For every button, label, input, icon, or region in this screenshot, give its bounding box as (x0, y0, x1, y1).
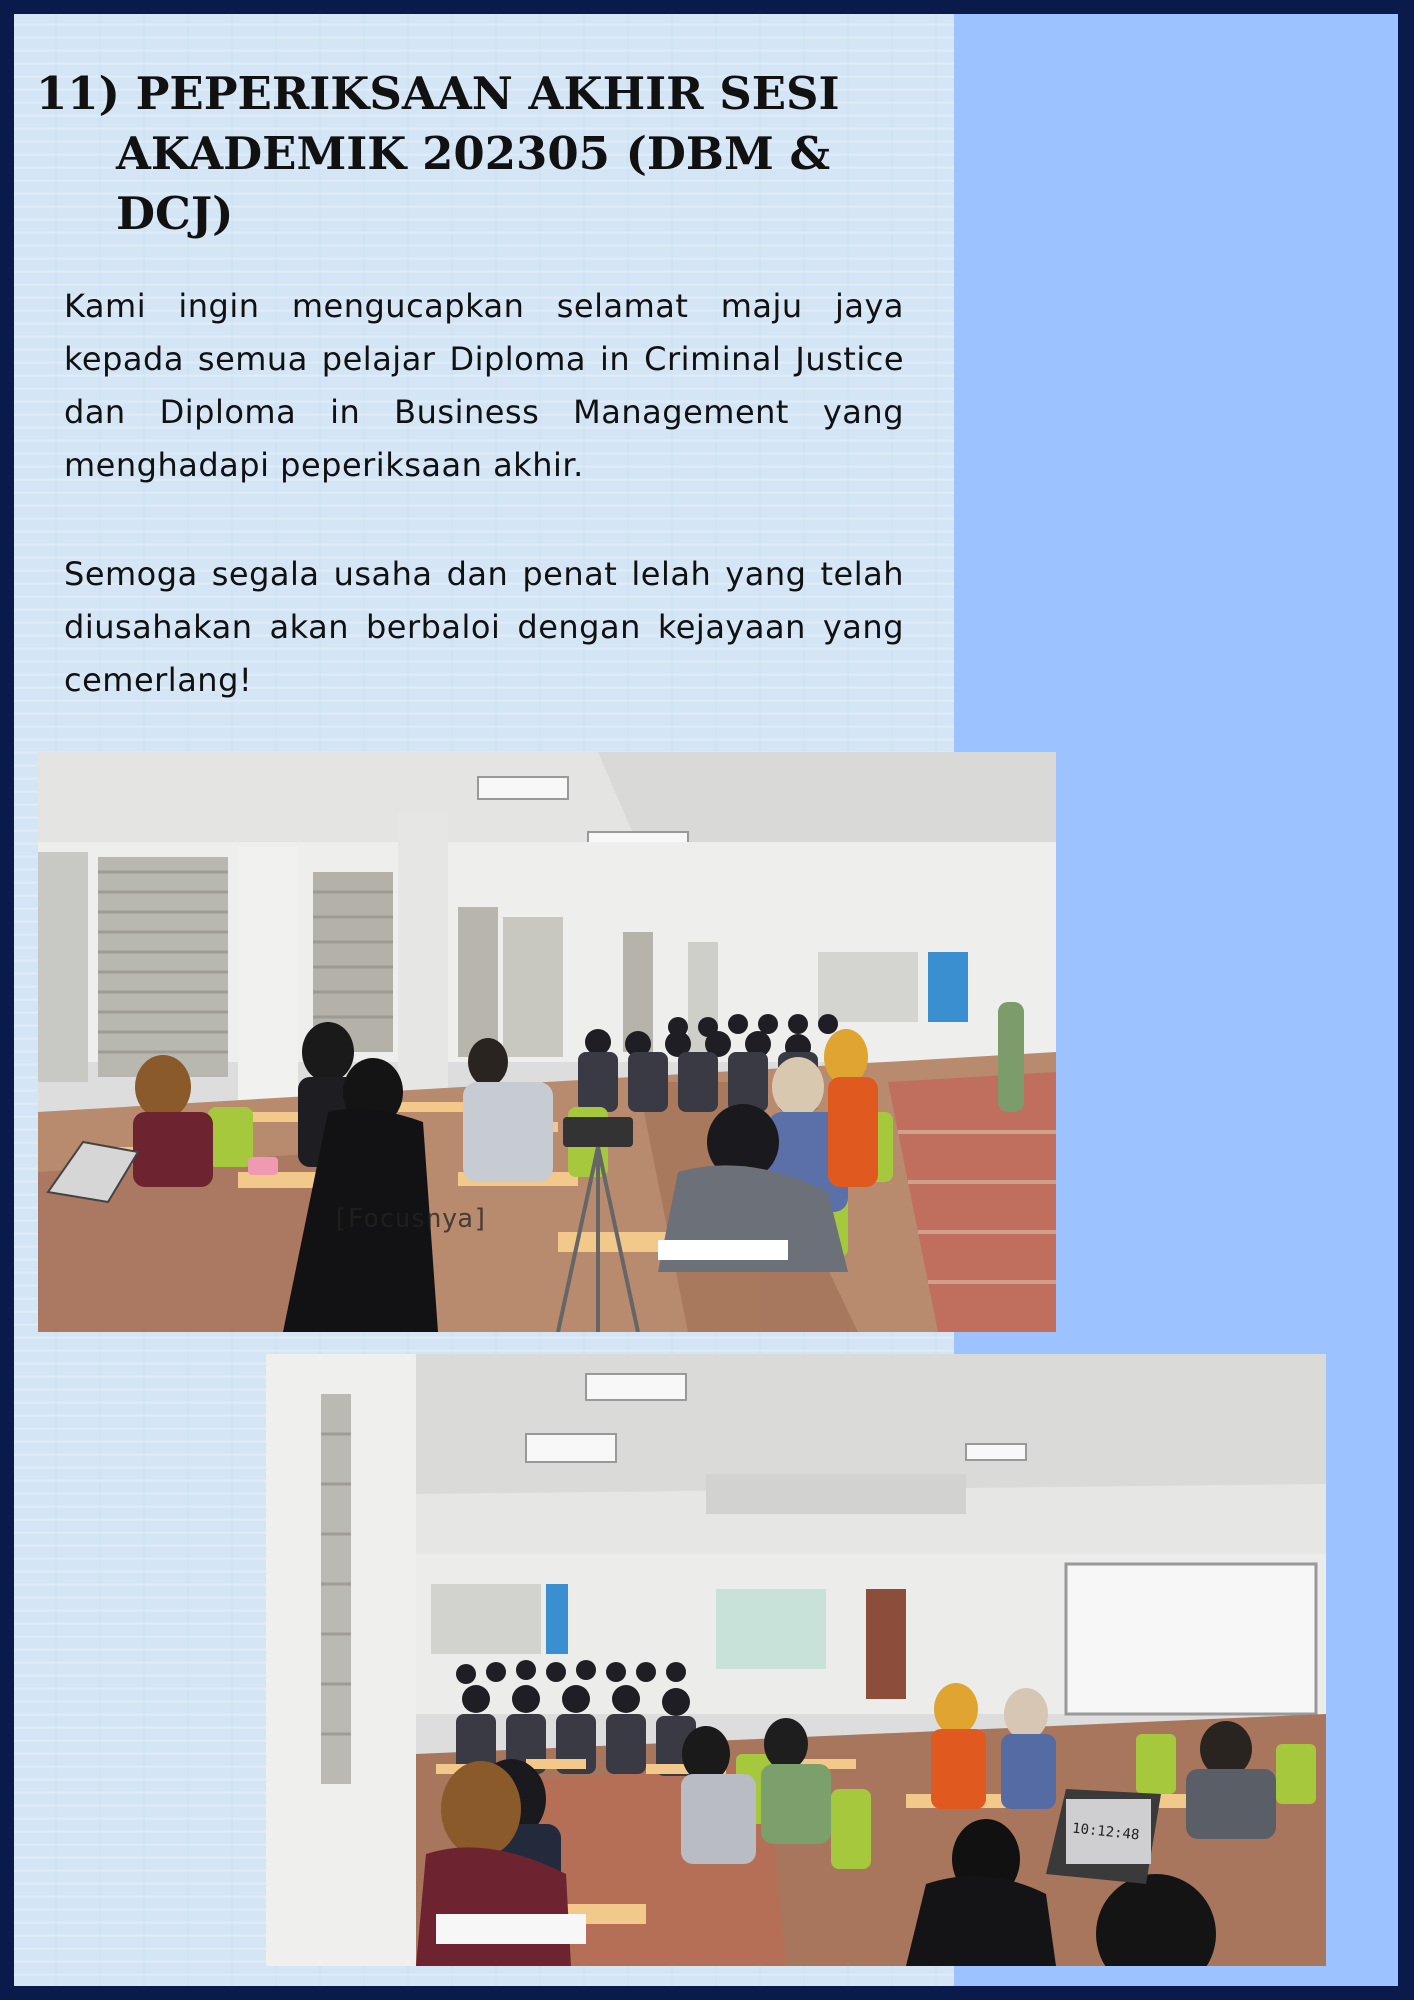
page-title (36, 64, 936, 244)
title-line-2: AKADEMIK 202305 (DBM & DCJ) (116, 127, 831, 240)
photo-caption: [Focusnya] (332, 1204, 489, 1234)
title-line-1: 11) PEPERIKSAAN AKHIR SESI (36, 67, 840, 120)
exam-hall-photo-2 (266, 1354, 1326, 1966)
page-frame (14, 14, 1398, 1986)
paragraph-wishes: Semoga segala usaha dan penat lelah yang telah diusahakan akan berbaloi dengan kejayaan yang cemerlang! (64, 555, 904, 699)
exam-hall-photo-1 (38, 752, 1056, 1332)
paragraph-congratulations: Kami ingin mengucapkan selamat maju jaya kepada semua pelajar Diploma in Criminal Justice dan Diploma in Business Management yang menghadapi peperiksaan akhir. (64, 287, 904, 484)
laptop-clock-text: 10:12:48 (1071, 1820, 1141, 1844)
